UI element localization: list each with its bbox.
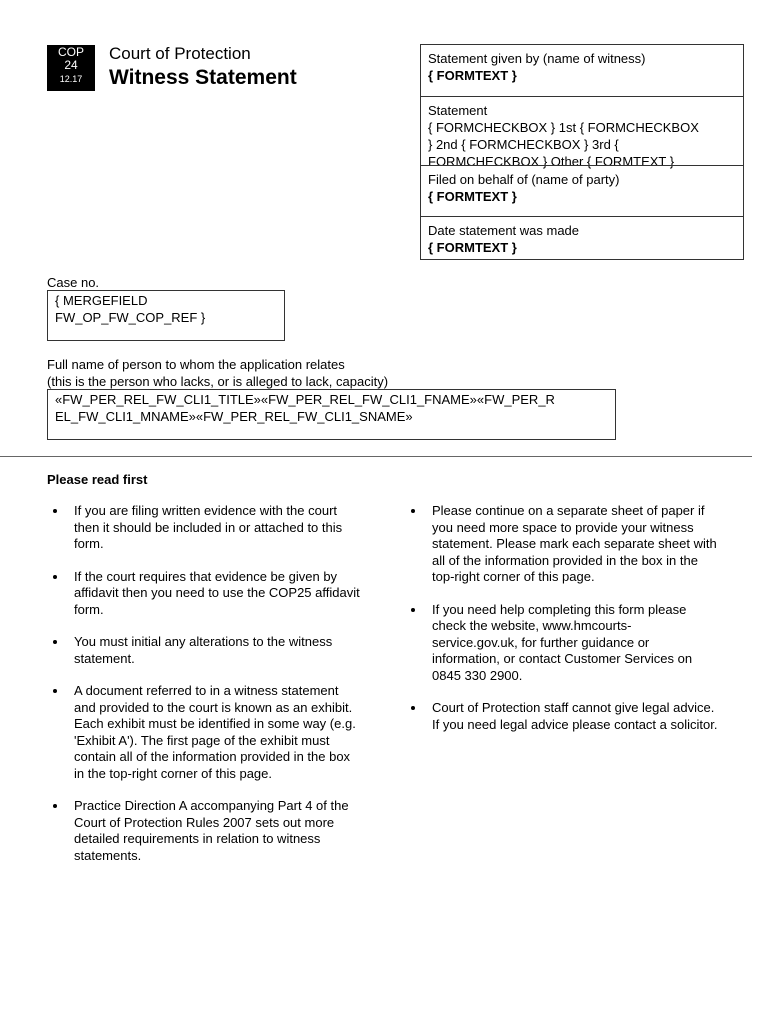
instruction-item bbox=[47, 634, 397, 667]
court-name: Court of Protection bbox=[109, 44, 251, 63]
date-made-field[interactable]: { FORMTEXT } bbox=[428, 240, 517, 255]
statement-by-box bbox=[420, 44, 744, 97]
statement-box bbox=[420, 96, 744, 169]
instructions-right-column bbox=[405, 503, 760, 749]
instruction-item bbox=[405, 602, 760, 685]
instruction-line: in the top-right corner of this page. bbox=[74, 765, 273, 781]
bullet-icon bbox=[53, 689, 57, 693]
instruction-line: statements. bbox=[74, 847, 142, 863]
form-version: 12.17 bbox=[59, 74, 83, 84]
person-label-line: Full name of person to whom the application relates bbox=[47, 357, 345, 372]
instruction-line: 0845 330 2900. bbox=[432, 667, 523, 683]
instruction-line: statement. bbox=[74, 650, 135, 666]
case-no-line: FW_OP_FW_COP_REF } bbox=[55, 310, 206, 325]
bullet-icon bbox=[411, 509, 415, 513]
instruction-line: If the court requires that evidence be given by bbox=[74, 568, 338, 584]
statement-line: FORMCHECKBOX } Other { FORMTEXT } bbox=[428, 154, 675, 169]
instruction-line: Court of Protection staff cannot give legal advice. bbox=[432, 700, 715, 715]
statement-label: Statement bbox=[428, 103, 488, 118]
instructions-heading: Please read first bbox=[47, 472, 148, 487]
instruction-line: statement. Please mark each separate sheet with bbox=[432, 536, 717, 551]
person-name-line: «FW_PER_REL_FW_CLI1_TITLE»«FW_PER_REL_FW_CLI1_FNAME»«FW_PER_R bbox=[55, 392, 555, 407]
instruction-item bbox=[405, 700, 760, 733]
bullet-icon bbox=[53, 804, 57, 808]
page-title: Witness Statement bbox=[109, 66, 297, 89]
date-made-label: Date statement was made bbox=[428, 223, 580, 238]
date-made-box bbox=[420, 216, 744, 260]
instruction-line: top-right corner of this page. bbox=[432, 569, 595, 584]
instruction-line: detailed requirements in relation to witness bbox=[74, 831, 321, 846]
instruction-line: Practice Direction A accompanying Part 4 of the bbox=[74, 798, 349, 813]
form-number: 24 bbox=[64, 58, 78, 72]
instruction-line: check the website, www.hmcourts- bbox=[432, 618, 632, 633]
statement-by-label: Statement given by (name of witness) bbox=[428, 51, 646, 66]
instruction-line: service.gov.uk, for further guidance or bbox=[432, 634, 650, 650]
instruction-line: You must initial any alterations to the witness bbox=[74, 634, 333, 649]
instruction-line: If you need legal advice please contact a solicitor. bbox=[432, 716, 718, 732]
instruction-item bbox=[47, 683, 397, 782]
case-no-field[interactable] bbox=[47, 290, 285, 341]
bullet-icon bbox=[411, 608, 415, 612]
instruction-item bbox=[47, 798, 397, 864]
instruction-line: Please continue on a separate sheet of paper if bbox=[432, 503, 705, 518]
filed-on-behalf-box bbox=[420, 165, 744, 217]
instructions-left-column bbox=[47, 503, 397, 880]
form-code: COP bbox=[57, 45, 84, 59]
instruction-line: all of the information provided in the box in the bbox=[432, 552, 698, 568]
instruction-line: affidavit then you need to use the COP25 affidavit bbox=[74, 585, 360, 600]
divider bbox=[0, 456, 752, 457]
bullet-icon bbox=[411, 706, 415, 710]
instruction-line: form. bbox=[74, 536, 104, 551]
instruction-line: Court of Protection Rules 2007 sets out more bbox=[74, 814, 335, 830]
instruction-line: information, or contact Customer Services on bbox=[432, 651, 693, 666]
statement-line: { FORMCHECKBOX } 1st { FORMCHECKBOX bbox=[428, 120, 699, 135]
instruction-item bbox=[47, 569, 397, 619]
instruction-item bbox=[405, 503, 760, 586]
instruction-line: then it should be included in or attached to this bbox=[74, 519, 343, 535]
case-no-label: Case no. bbox=[47, 275, 100, 290]
statement-checkboxes[interactable] bbox=[428, 119, 736, 170]
person-label-line: (this is the person who lacks, or is alleged to lack, capacity) bbox=[47, 374, 389, 389]
person-label bbox=[47, 356, 388, 390]
person-name-line: EL_FW_CLI1_MNAME»«FW_PER_REL_FW_CLI1_SNAME» bbox=[55, 409, 413, 424]
instruction-line: contain all of the information provided in the box bbox=[74, 749, 351, 764]
instruction-item bbox=[47, 503, 397, 553]
instruction-line: and provided to the court is known as an exhibit. bbox=[74, 699, 353, 715]
bullet-icon bbox=[53, 509, 57, 513]
instruction-line: If you are filing written evidence with the court bbox=[74, 503, 338, 518]
statement-line: } 2nd { FORMCHECKBOX } 3rd { bbox=[428, 137, 619, 152]
instruction-line: form. bbox=[74, 601, 104, 617]
form-code-badge bbox=[47, 45, 95, 91]
case-no-line: { MERGEFIELD bbox=[55, 293, 148, 308]
instruction-line: 'Exhibit A'). The first page of the exhibit must bbox=[74, 732, 330, 748]
instruction-line: A document referred to in a witness statement bbox=[74, 683, 339, 698]
bullet-icon bbox=[53, 575, 57, 579]
instruction-line: you need more space to provide your witness bbox=[432, 519, 694, 535]
filed-on-behalf-field[interactable]: { FORMTEXT } bbox=[428, 189, 517, 204]
bullet-icon bbox=[53, 640, 57, 644]
instruction-line: Each exhibit must be identified in some way (e.g. bbox=[74, 716, 356, 731]
instruction-line: If you need help completing this form please bbox=[432, 601, 687, 617]
filed-on-behalf-label: Filed on behalf of (name of party) bbox=[428, 172, 620, 187]
person-name-field[interactable] bbox=[47, 389, 616, 440]
statement-by-field[interactable]: { FORMTEXT } bbox=[428, 68, 517, 83]
